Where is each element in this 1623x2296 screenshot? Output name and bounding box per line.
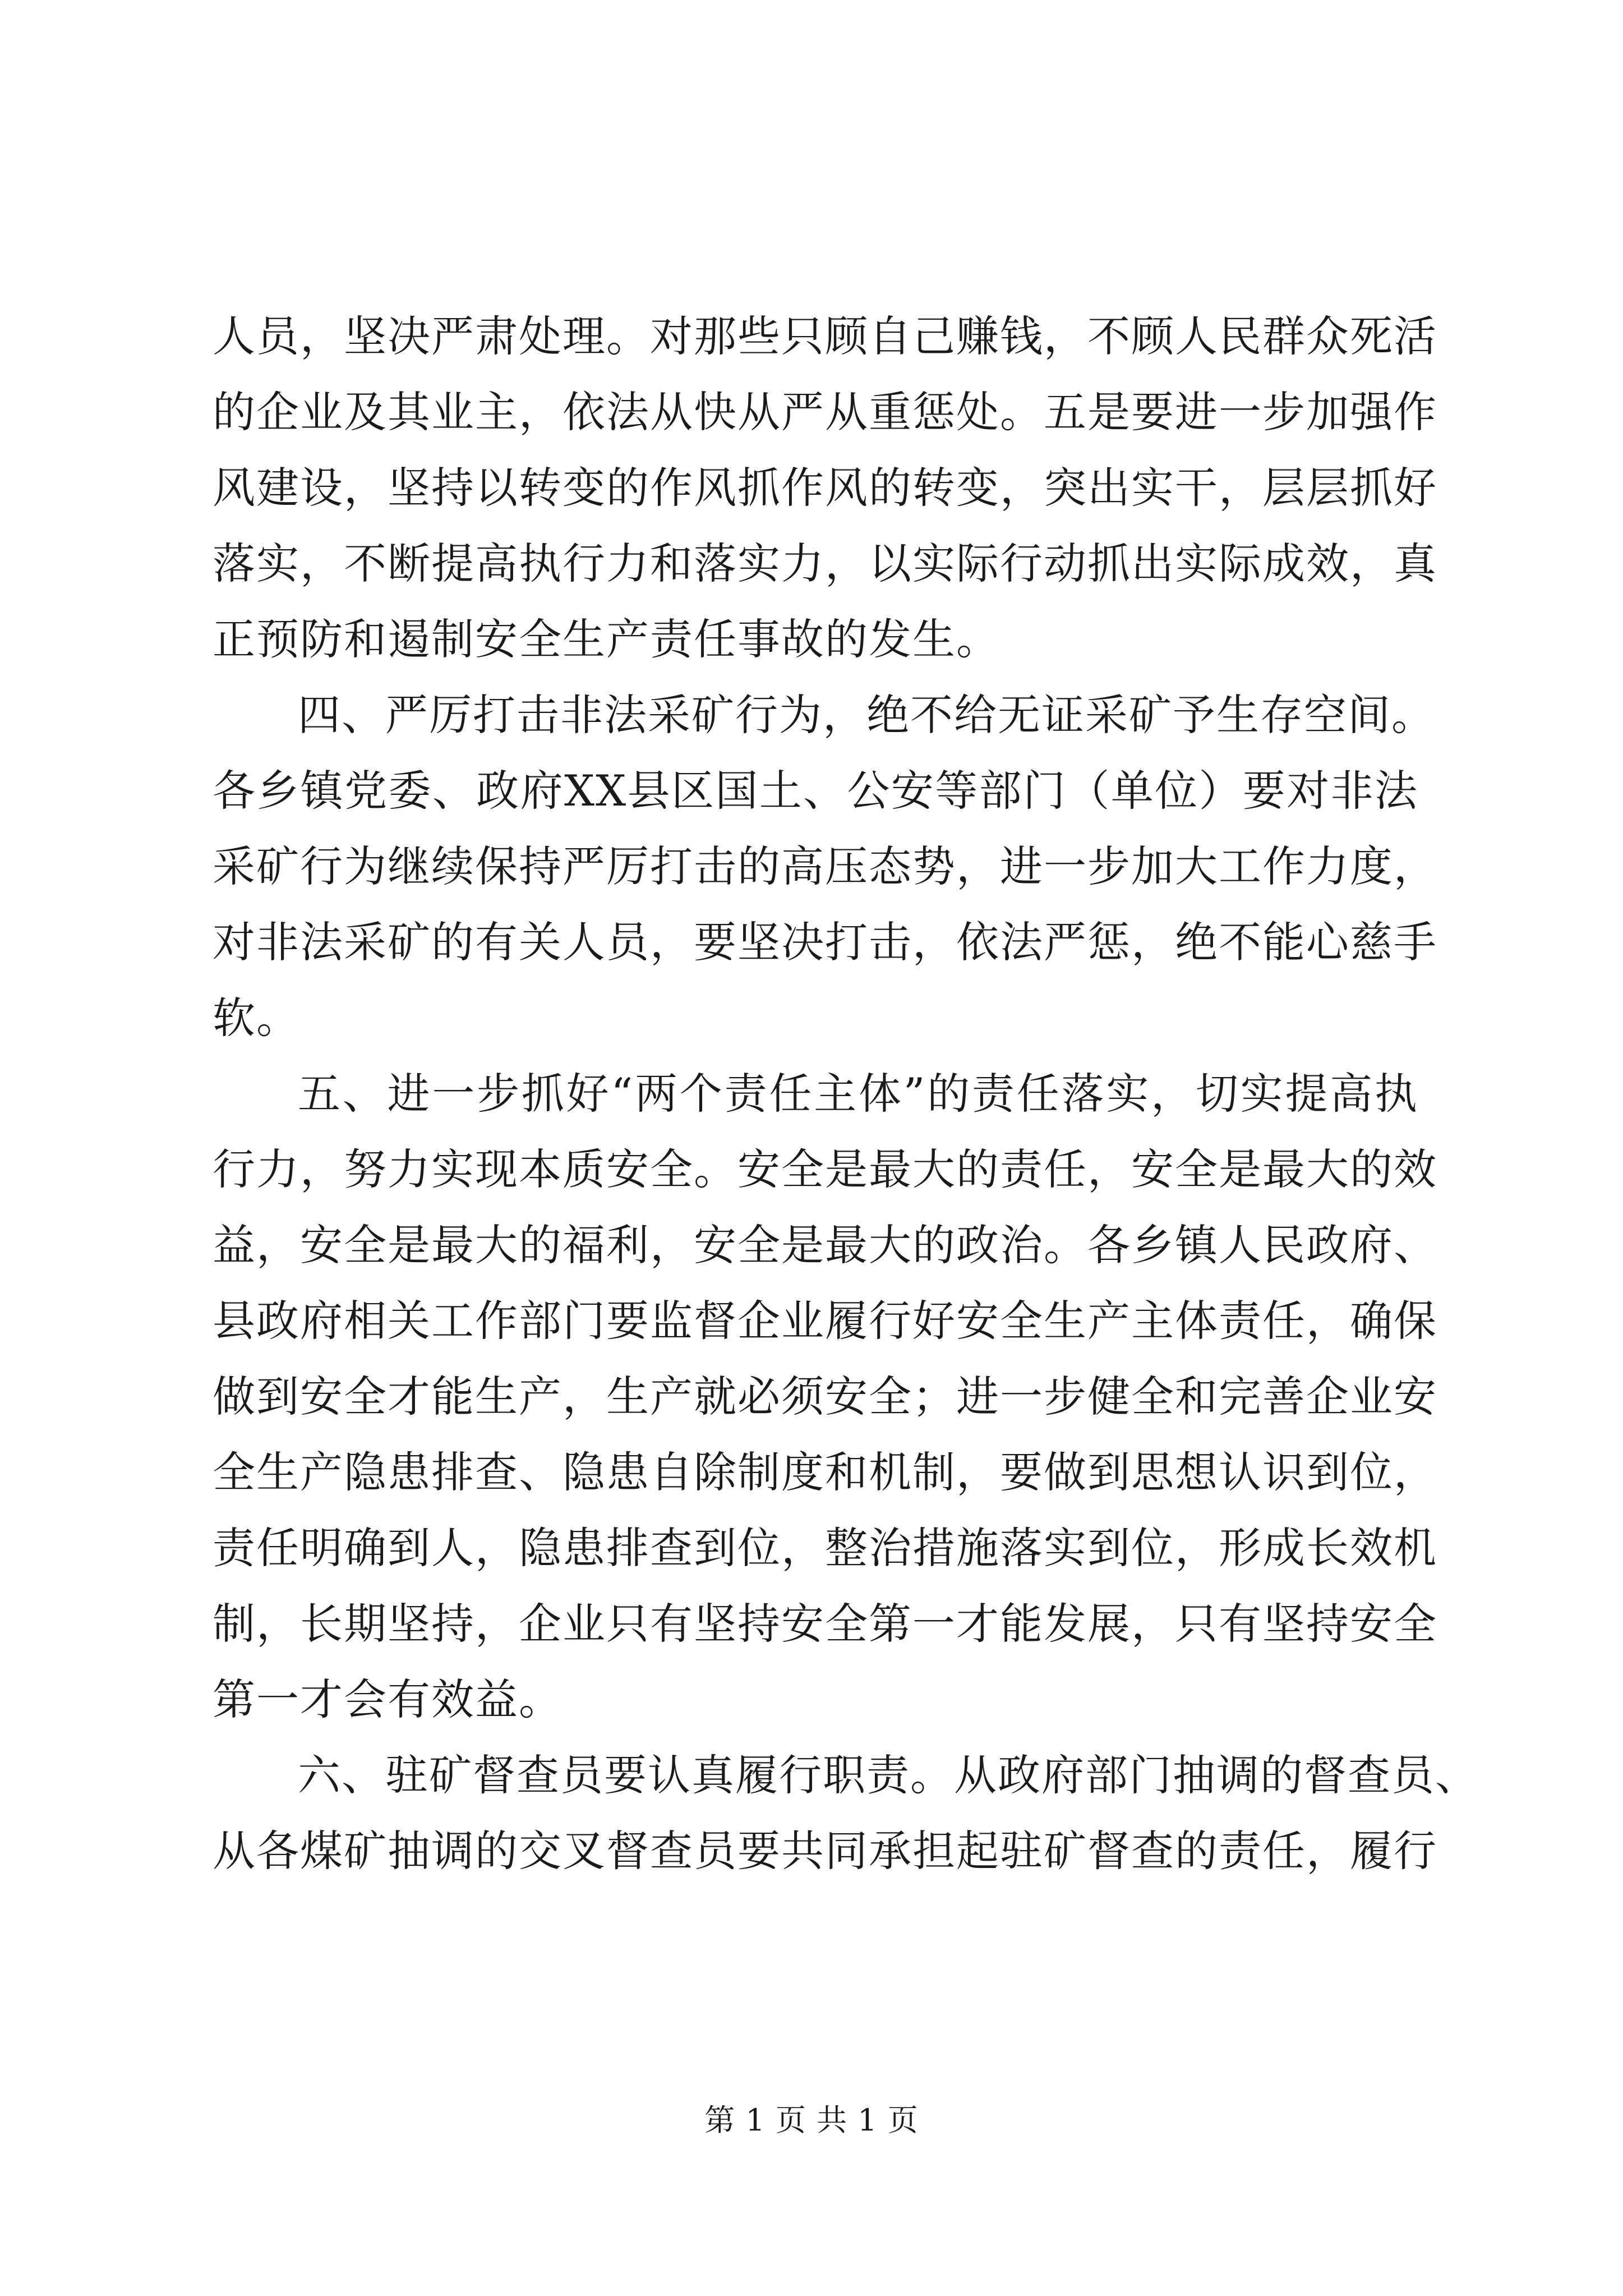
text-line: 对非法采矿的有关人员，要坚决打击，依法严惩，绝不能心慈手 — [213, 917, 1437, 967]
text-line: 从各煤矿抽调的交叉督查员要共同承担起驻矿督查的责任，履行 — [213, 1826, 1437, 1876]
paragraph-heading-5: 五、进一步抓好“两个责任主体”的责任落实，切实提高执 — [298, 1069, 1418, 1119]
text-line: 制，长期坚持，企业只有坚持安全第一才能发展，只有坚持安全 — [213, 1599, 1437, 1649]
text-line: 第一才会有效益。 — [213, 1674, 562, 1724]
text-line: 全生产隐患排查、隐患自除制度和机制，要做到思想认识到位， — [213, 1447, 1437, 1497]
text-line: 做到安全才能生产，生产就必须安全；进一步健全和完善企业安 — [213, 1372, 1437, 1421]
paragraph-heading-6: 六、驻矿督查员要认真履行职责。从政府部门抽调的督查员、 — [298, 1750, 1479, 1800]
page-footer: 第 1 页 共 1 页 — [704, 2102, 919, 2138]
text-line: 的企业及其业主，依法从快从严从重惩处。五是要进一步加强作 — [213, 387, 1437, 437]
text-line: 人员，坚决严肃处理。对那些只顾自己赚钱，不顾人民群众死活 — [213, 311, 1437, 361]
text-line: 县政府相关工作部门要监督企业履行好安全生产主体责任，确保 — [213, 1296, 1437, 1346]
text-line: 行力，努力实现本质安全。安全是最大的责任，安全是最大的效 — [213, 1144, 1437, 1194]
text-line: 正预防和遏制安全生产责任事故的发生。 — [213, 614, 1000, 664]
paragraph-heading-4: 四、严厉打击非法采矿行为，绝不给无证采矿予生存空间。 — [298, 690, 1435, 740]
text-line: 落实，不断提高执行力和落实力，以实际行动抓出实际成效，真 — [213, 539, 1437, 588]
text-line: 各乡镇党委、政府XX县区国土、公安等部门（单位）要对非法 — [213, 766, 1418, 816]
text-line: 采矿行为继续保持严厉打击的高压态势，进一步加大工作力度， — [213, 841, 1437, 891]
text-line: 责任明确到人，隐患排查到位，整治措施落实到位，形成长效机 — [213, 1523, 1437, 1573]
text-line: 益，安全是最大的福利，安全是最大的政治。各乡镇人民政府、 — [213, 1220, 1437, 1270]
text-line: 软。 — [213, 993, 300, 1043]
text-line: 风建设，坚持以转变的作风抓作风的转变，突出实干，层层抓好 — [213, 463, 1437, 513]
